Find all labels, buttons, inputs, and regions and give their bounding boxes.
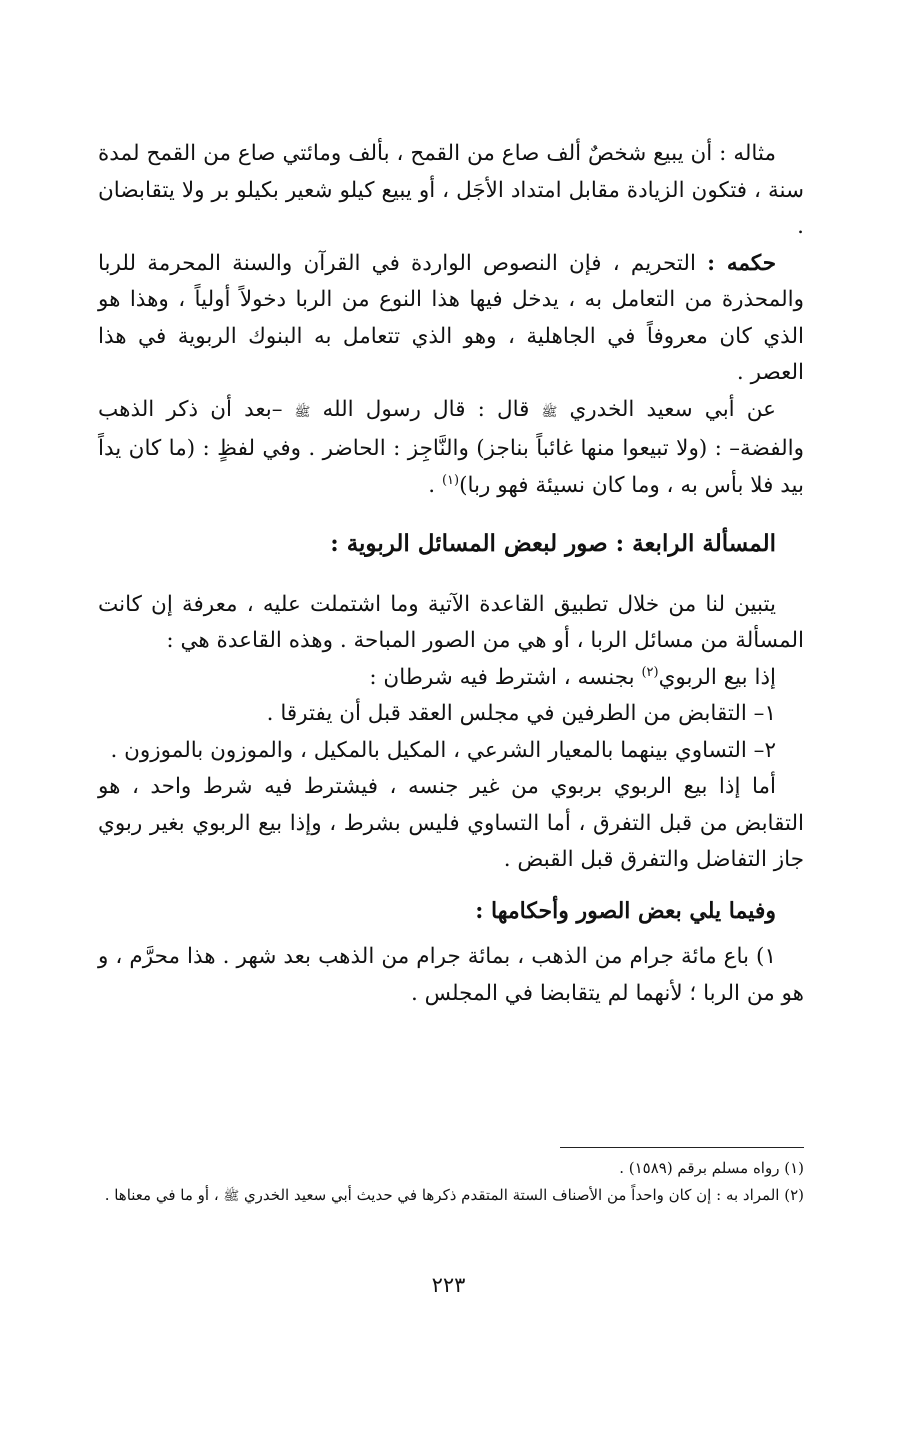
hadith-text-a: عن أبي سعيد الخدري [557, 396, 776, 422]
ruling-label: حكمه : [707, 250, 776, 276]
section-heading: المسألة الرابعة : صور لبعض المسائل الربوية : [330, 530, 776, 557]
rule-text-a: إذا بيع الربوي [658, 664, 776, 690]
rule-text-b: بجنسه ، اشترط فيه شرطان : [369, 664, 642, 690]
footnote-2-text-b: ، أو ما في معناها . [104, 1186, 224, 1204]
paragraph-ruling [98, 246, 804, 392]
condition-1: ١– التقابض من الطرفين في مجلس العقد قبل أن يفترقا . [266, 701, 776, 726]
condition-2: ٢– التساوي بينهما بالمعيار الشرعي ، المكيل بالمكيل ، والموزون بالموزون . [110, 737, 776, 763]
main-text [98, 136, 804, 1012]
page-number: ٢٢٣ [431, 1273, 466, 1297]
paragraph-intro: يتبين لنا من خلال تطبيق القاعدة الآتية وما اشتملت عليه ، معرفة إن كانت المسألة من مسائل الربا ، أو هي من الصور المباحة . وهذه القاعدة هي : [98, 591, 804, 653]
honorific-symbol: ﷺ [223, 1189, 240, 1204]
honorific-symbol: ﷺ [541, 404, 558, 420]
paragraph-example: مثاله : أن يبيع شخصٌ ألف صاع من القمح ، بألف ومائتي صاع من القمح لمدة سنة ، فتكون الزيادة مقابل امتداد الأجَل ، أو يبيع كيلو شعير بكيلو بر ولا يتقابضان . [98, 141, 804, 239]
subheading-examples: وفيما يلي بعض الصور وأحكامها : [475, 897, 776, 924]
paragraph-different-kind: أما إذا بيع الربوي بربوي من غير جنسه ، فيشترط فيه شرط واحد ، هو التقابض من قبل التفرق ، أما التساوي فليس بشرط ، وإذا بيع الربوي بغير ربوي جاز التفاضل والتفرق قبل القبض . [98, 774, 804, 872]
paragraph-hadith [98, 392, 804, 505]
footnote-ref-1[interactable]: (١) [441, 472, 460, 488]
ruling-text: التحريم ، فإن النصوص الواردة في القرآن والسنة المحرمة للربا والمحذرة من التعامل به ، يدخل فيها هذا النوع من الربا دخولاً أولياً ، وهذا هو الذي كان معروفاً في الجاهلية ، وهو الذي تتعامل به البنوك الربوية في هذا العصر . [98, 250, 804, 385]
footnotes [98, 1155, 804, 1210]
honorific-symbol: ﷺ [294, 404, 311, 420]
hadith-text-c: –بعد أن ذكر الذهب والفضة– : (ولا تبيعوا منها غائباً بناجز) والنَّاجِز : الحاضر . وفي لفظٍ : (ما كان يداً بيد فلا بأس به ، وما كان نسيئة فهو ربا) [98, 396, 804, 498]
hadith-text-end: . [428, 472, 442, 498]
footnote-divider [560, 1147, 804, 1148]
footnote-1: (١) رواه مسلم برقم (١٥٨٩) . [619, 1159, 804, 1177]
footnote-ref-2[interactable]: (٢) [641, 664, 659, 680]
hadith-text-b: قال : قال رسول الله [310, 396, 542, 422]
footnote-2-text-a: (٢) المراد به : إن كان واحداً من الأصناف الستة المتقدم ذكرها في حديث أبي سعيد الخدري [239, 1186, 804, 1204]
footnote-2 [98, 1182, 804, 1210]
example-1: ١) باع مائة جرام من الذهب ، بمائة جرام من الذهب بعد شهر . هذا محرَّم ، و هو من الربا ؛ لأنهما لم يتقابضا في المجلس . [98, 944, 804, 1006]
rule-statement [98, 660, 804, 697]
